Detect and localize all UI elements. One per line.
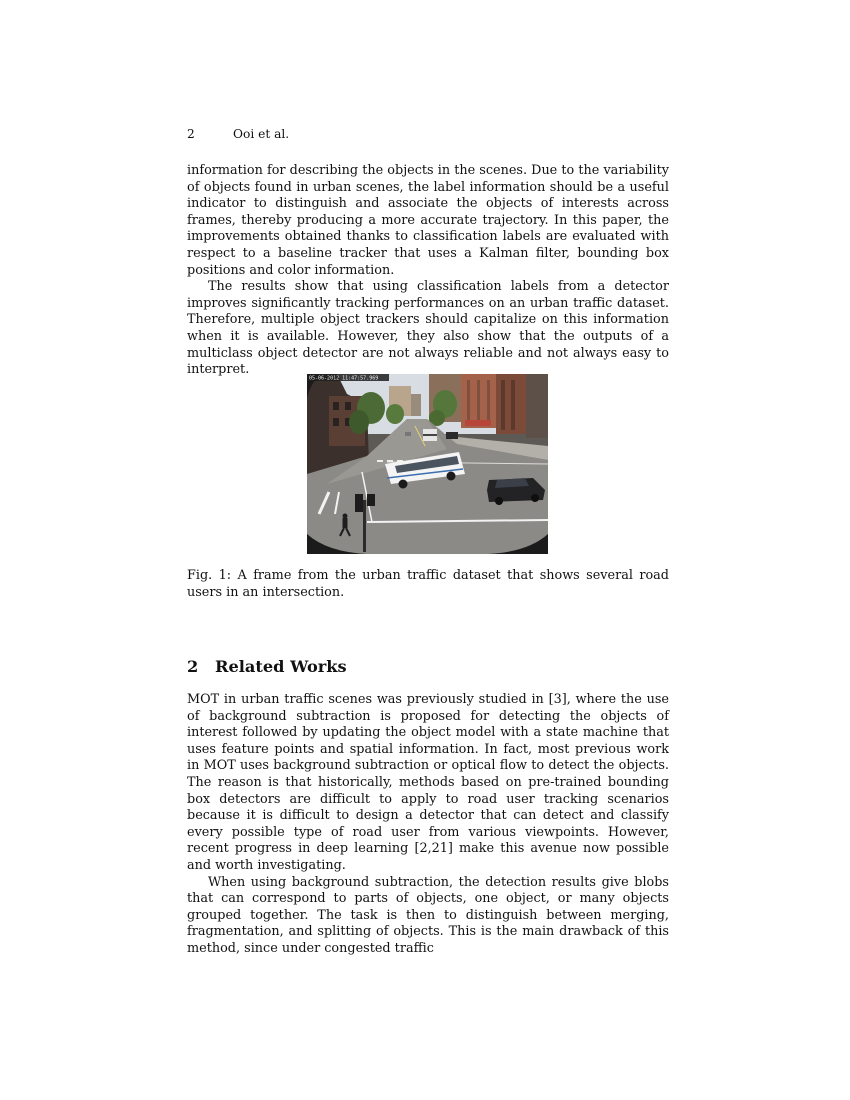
section-heading [187,656,347,678]
page-number: 2 [187,127,195,141]
intro-text [187,163,669,379]
section-text [187,692,669,958]
paragraph: When using background subtraction, the detection results give blobs that can correspond to parts of objects, one object, or many objects grouped together. The task is then to distinguish between merging, fragmentation, and splitting of objects. This is the main drawback of this method, since under congested traffic [187,874,669,956]
running-authors: Ooi et al. [233,127,290,141]
paragraph: MOT in urban traffic scenes was previously studied in [3], where the use of background subtraction is proposed for detecting the objects of interest followed by updating the object model with a state machine that uses feature points and spatial information. In fact, most previous work in MOT uses background subtraction or optical flow to detect the objects. The reason is that historically, methods based on pre-trained bounding box detectors are difficult to apply to road user tracking scenarios because it is difficult to design a detector that can detect and classify every possible type of road user from various viewpoints. However, recent progress in deep learning [2,21] make this avenue now possible and worth investigating. [187,692,669,873]
traffic-intersection-photo [307,374,548,554]
timestamp-overlay: 05-06-2012 11:47:57.969 [309,375,379,382]
section-number: 2 [187,657,199,676]
paragraph: The results show that using classification labels from a detector improves significantly tracking performances on an urban traffic dataset. Therefore, multiple object trackers should capitalize on this information when it is available. However, they also show that the outputs of a multiclass object detector are not always reliable and not always easy to interpret. [187,279,669,378]
paragraph: information for describing the objects in the scenes. Due to the variability of objects found in urban scenes, the label information should be a useful indicator to distinguish and associate the objects of interests across frames, thereby producing a more accurate trajectory. In this paper, the improvements obtained thanks to classification labels are evaluated with respect to a baseline tracker that uses a Kalman filter, bounding box positions and color information. [187,163,669,278]
section-title: Related Works [215,657,347,676]
running-header [187,126,289,142]
figure-caption: Fig. 1: A frame from the urban traffic dataset that shows several road users in an intersection. [187,568,669,600]
